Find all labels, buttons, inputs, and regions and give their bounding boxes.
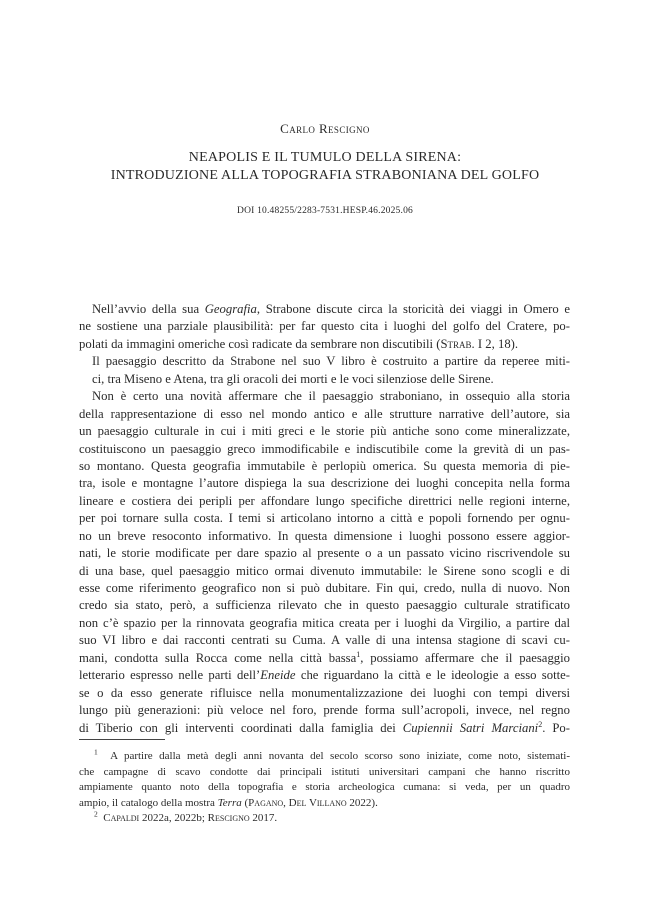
title-line-1: NEAPOLIS E IL TUMULO DELLA SIRENA: xyxy=(188,150,462,165)
body-line: se o da esso generate rifluisce nella monumentalizzazione dei luoghi con tempi diversi xyxy=(79,685,570,700)
citation-author: Pagano, Del Villano xyxy=(248,796,347,809)
article-body xyxy=(79,301,570,737)
body-line: per poi tornare sulla costa. I temi si articolano intorno a città e popoli fornendo per ognu- xyxy=(79,511,570,526)
body-line: letterario espresso nelle parti dell’Eneide che riguardano la città e le ideologie a esso sotte- xyxy=(79,668,570,683)
body-line: nati, le storie modificate per dare spazio al presente o a un passato vicino riscrivendole su xyxy=(79,546,570,561)
italic-name: Cupiennii Satri Marciani xyxy=(402,720,539,735)
footnote-divider xyxy=(79,739,165,740)
body-line: mani, condotta sulla Rocca come nella città bassa$^1$, possiamo affermare che il paesaggio xyxy=(79,649,570,665)
body-line: ne sostiene una parziale plausibilità: per far questo cita i luoghi del golfo del Cratere, po- xyxy=(79,319,570,334)
footnote-1-line: che campagne di scavo condotte dai principali istituti universitari campani che hanno riscritto xyxy=(79,765,570,778)
body-line: credo sia stato, però, a sufficienza rilevato che in questo paesaggio culturale stratificato xyxy=(79,598,570,613)
body-line: costituiscono un paesaggio greco immodificabile e indiscutibile come la grevità di un pas- xyxy=(79,441,570,456)
body-line: di Tiberio con gli interventi coordinati dalla famiglia dei Cupiennii Satri Marciani$^2$. Po- xyxy=(79,719,570,735)
body-line: un paesaggio culturale in cui i miti greci e le storie più antiche sono come mineralizzate, xyxy=(79,424,570,439)
body-line: ci, tra Miseno e Atena, tra gli oracoli dei morti e le voci silenziose delle Sirene. xyxy=(92,371,494,386)
italic-title: Terra xyxy=(217,796,242,809)
body-line: suo VI libro e dai racconti centrati su Cuma. A valle di una intensa stagione di scavi cu- xyxy=(79,633,570,648)
italic-title: Geografia xyxy=(204,302,257,316)
footnote-ref-2[interactable]: 2 xyxy=(538,719,543,729)
footnote-1-line: ampiamente quanto noto della topografia e storia archeologica cumana: si veda, per un quadro xyxy=(79,781,570,794)
footnote-ref-1[interactable]: 1 xyxy=(356,649,361,659)
italic-title: Eneide xyxy=(260,668,296,683)
body-line: tra, isole e montagne l’autore dispiega la sua descrizione dei luoghi concepita nella forma xyxy=(79,476,570,491)
author-name: Carlo Rescigno xyxy=(280,121,370,136)
footnote-1-line: $^1$ A partire dalla metà degli anni novanta del secolo scorso sono iniziate, come noto, sistemati- xyxy=(94,749,570,762)
citation-author: Rescigno xyxy=(207,812,250,825)
footnote-1-line: ampio, il catalogo della mostra Terra (Pagano, Del Villano 2022). xyxy=(79,796,378,809)
citation-author: Strab. xyxy=(440,336,475,351)
body-line: no un breve resoconto informativo. In questa dimensione i luoghi possono essere aggior- xyxy=(79,528,570,543)
footnote-2-line: $^2$ Capaldi 2022a, 2022b; Rescigno 2017. xyxy=(94,811,278,825)
body-line: polati da immagini omeriche così radicate da sembrare non discutibili (Strab. I 2, 18). xyxy=(79,336,519,351)
footnote-number-2: 2 xyxy=(94,811,98,819)
body-line: esse come riferimento geografico non si può dubitare. Fin qui, credo, nulla di nuovo. Non xyxy=(79,581,570,595)
body-line: di una base, quel paesaggio mitico ormai divenuto immutabile: le Sirene sono scogli e di xyxy=(79,563,570,578)
body-line: non c’è spazio per la rinnovata geografia mitica creata per i luoghi da Virgilio, a partire dal xyxy=(79,615,570,630)
body-line: Non è certo una novità affermare che il paesaggio straboniano, in ossequio alla storia xyxy=(92,389,570,404)
body-line: lungo più generazioni: più veloce nel foro, prende forma sull’acropoli, invece, nel regno xyxy=(79,703,570,718)
body-line: della rappresentazione di esso nel mondo antico e alle strutture narrative dell’autore, sia xyxy=(79,406,570,421)
footnote-number-1: 1 xyxy=(94,749,98,757)
title-line-2: INTRODUZIONE ALLA TOPOGRAFIA STRABONIANA DEL GOLFO xyxy=(110,168,540,183)
citation-author: Capaldi xyxy=(103,812,140,825)
body-line: lineare e costiera dei peripli per affondare lungo specifiche direttrici nelle regioni interne, xyxy=(79,493,570,508)
body-line: so montano. Questa geografia immutabile è perlopiù omerica. Su questa memoria di pie- xyxy=(79,458,570,473)
footnotes xyxy=(79,749,570,827)
body-line: Nell’avvio della sua Geografia, Strabone discute circa la storicità dei viaggi in Omero e xyxy=(92,302,570,316)
body-line: Il paesaggio descritto da Strabone nel suo V libro è costruito a partire da reperee miti- xyxy=(92,354,570,369)
article-title xyxy=(0,149,650,185)
doi-identifier: DOI 10.48255/2283-7531.HESP.46.2025.06 xyxy=(237,206,413,216)
